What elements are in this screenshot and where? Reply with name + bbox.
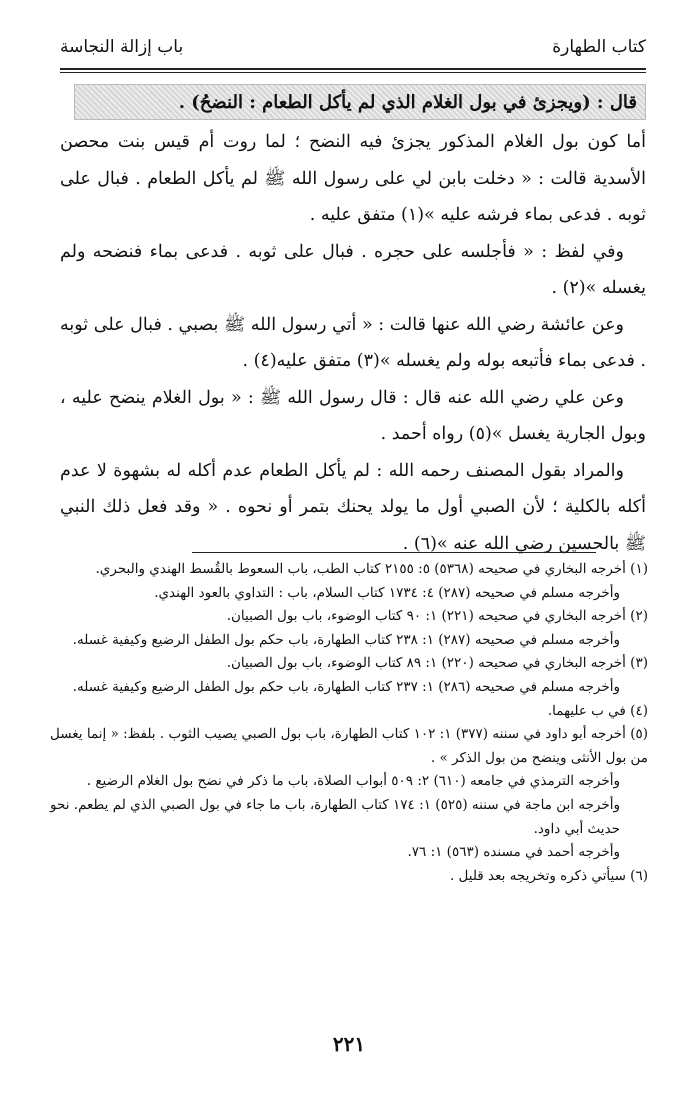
section-heading [74,84,646,120]
chapter-title: باب إزالة النجاسة [60,37,184,57]
header-rule-thin [60,72,646,73]
footnote: (٢) أخرجه البخاري في صحيحه (٢٢١) ١: ٩٠ كتاب الوضوء، باب بول الصبيان. [226,608,648,625]
footnote: (٤) في ب عليهما. [547,702,648,719]
paragraph: والمراد بقول المصنف رحمه الله : لم يأكل الطعام عدم أكله له بشهوة لا عدم أكله بالكلية ؛ لأن الصبي أول ما يولد يحنك بتمر أو نحوه . « وقد فعل ذلك النبي ﷺ بالحسين رضي الله عنه »(٦) . [60,460,646,554]
footnote: وأخرجه مسلم في صحيحه (٢٨٧) ٤: ١٧٣٤ كتاب السلام، باب : التداوي بالعود الهندي. [154,584,620,601]
paragraph: أما كون بول الغلام المذكور يجزئ فيه النضح ؛ لما روت أم قيس بنت محصن الأسدية قالت : « دخلت بابن لي على رسول الله ﷺ لم يأكل الطعام . فبال على ثوبه . فدعى بماء فرشه عليه »(١) متفق عليه . [60,132,646,225]
footnote: وأخرجه مسلم في صحيحه (٢٨٦) ١: ٢٣٧ كتاب الطهارة، باب حكم بول الطفل الرضيع وكيفية غسله. [72,678,620,695]
footnote: وأخرجه ابن ماجة في سننه (٥٢٥) ١: ١٧٤ كتاب الطهارة، باب ما جاء في بول الصبي الذي لم يطعم. نحو حديث أبي داود. [50,796,620,837]
book-title: كتاب الطهارة [552,37,646,57]
paragraph: وعن علي رضي الله عنه قال : قال رسول الله ﷺ : « بول الغلام ينضح عليه ، وبول الجارية يغسل »(٥) رواه أحمد . [60,387,646,444]
paragraph: وعن عائشة رضي الله عنها قالت : « أتي رسول الله ﷺ بصبي . فبال على ثوبه . فدعى بماء فأتبعه بوله ولم يغسله »(٣) متفق عليه(٤) . [60,314,646,371]
page-number: ٢٢١ [332,1032,366,1056]
main-text [60,124,646,562]
running-header [60,32,646,62]
footnote: (٣) أخرجه البخاري في صحيحه (٢٢٠) ١: ٨٩ كتاب الوضوء، باب بول الصبيان. [226,655,648,672]
footnote: (٥) أخرجه أبو داود في سننه (٣٧٧) ١: ١٠٢ كتاب الطهارة، باب بول الصبي يصيب الثوب . بلفظ: « إنما يغسل من بول الأنثى وينضح من بول الذكر » . [50,726,649,766]
section-heading-text: قال : (ويجزئ في بول الغلام الذي لم يأكل الطعام : النضحُ) . [178,91,637,113]
footnote: وأخرجه الترمذي في جامعه (٦١٠) ٢: ٥٠٩ أبواب الصلاة، باب ما ذكر في نضح بول الغلام الرضيع . [86,773,620,790]
footnotes [50,558,648,888]
footnote-divider [192,552,596,553]
header-rule [60,68,646,70]
footnote: وأخرجه أحمد في مسنده (٥٦٣) ١: ٧٦. [407,844,620,861]
footnote: (١) أخرجه البخاري في صحيحه (٥٣٦٨) ٥: ٢١٥٥ كتاب الطب، باب السعوط بالقُسط الهندي والبحري. [95,561,648,577]
footnote: (٦) سيأتي ذكره وتخريجه بعد قليل . [449,867,648,884]
paragraph: وفي لفظ : « فأجلسه على حجره . فبال على ثوبه . فدعى بماء فنضحه ولم يغسله »(٢) . [60,241,646,298]
footnote: وأخرجه مسلم في صحيحه (٢٨٧) ١: ٢٣٨ كتاب الطهارة، باب حكم بول الطفل الرضيع وكيفية غسله. [72,631,620,648]
